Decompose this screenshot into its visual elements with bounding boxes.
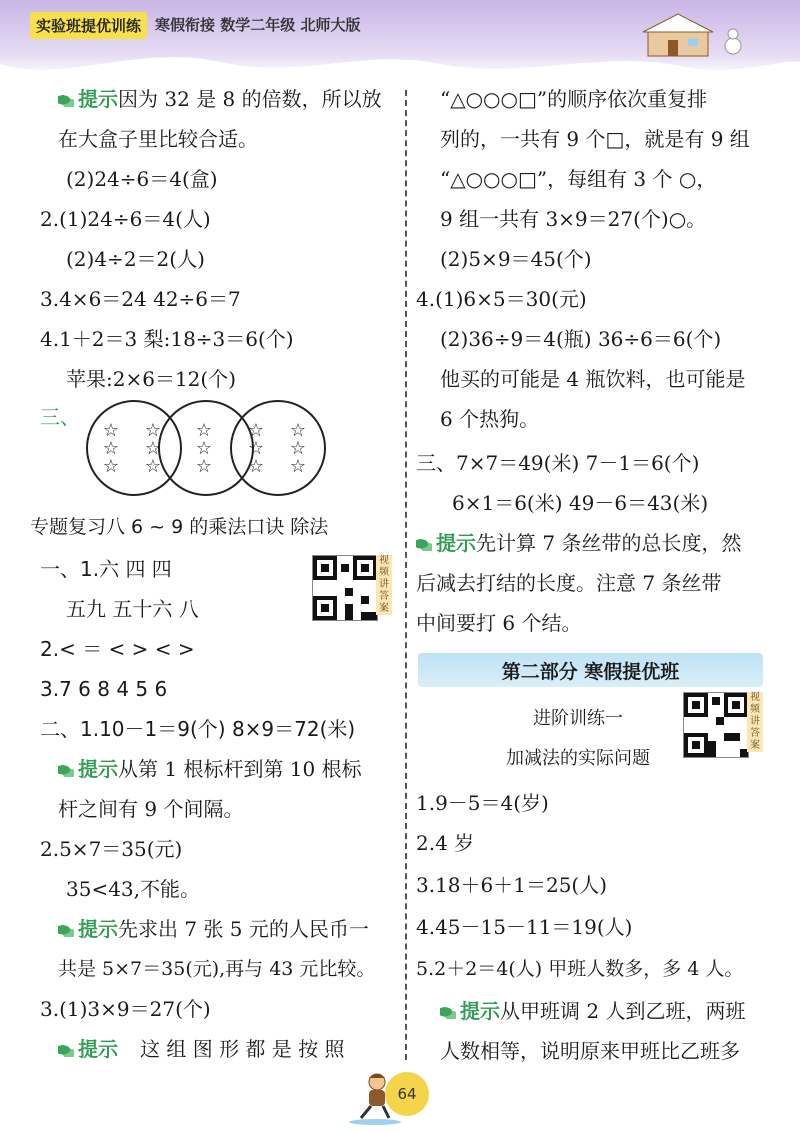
left-hint-1 [58, 86, 382, 112]
review-section-title: 专题复习八 6 ~ 9 的乘法口诀 除法 [30, 516, 329, 538]
left-line-10: 一、1.六 四 四 [40, 557, 172, 581]
right-line-6: 4.(1)6×5＝30(元) [416, 287, 587, 311]
right-line-16: 2.4 岁 [416, 831, 475, 855]
qr-pattern-icon [313, 556, 377, 620]
star-icon: ☆ [195, 420, 213, 441]
left-line-4: 2.(1)24÷6＝4(人) [40, 207, 211, 231]
star-icon: ☆ [247, 456, 265, 477]
right-line-14: 中间要打 6 个结。 [416, 611, 582, 635]
right-line-3: “△○○○□”，每组有 3 个 ○， [440, 167, 717, 191]
left-line-8: 苹果:2×6＝12(个) [66, 367, 236, 391]
right-line-5: (2)5×9＝45(个) [440, 247, 592, 271]
hint-label: 提示 [78, 917, 118, 941]
star-icon: ☆ [144, 420, 162, 441]
drill-title: 进阶训练一 [533, 708, 623, 729]
right-line-15: 1.9－5＝4(岁) [416, 791, 549, 815]
right-line-4: 9 组一共有 3×9＝27(个)○。 [440, 207, 707, 231]
right-hint-2 [440, 998, 745, 1024]
right-line-19: 5.2＋2＝4(人) 甲班人数多，多 4 人。 [416, 958, 744, 980]
left-hint-4 [58, 1036, 345, 1062]
right-line-8: 他买的可能是 4 瓶饮料，也可能是 [440, 367, 746, 391]
star-icon: ☆ [195, 456, 213, 477]
left-line-20: 共是 5×7＝35(元),再与 43 元比较。 [58, 958, 376, 980]
left-line-12: 2.< ＝ < > < > [40, 637, 195, 661]
left-section-3-label: 三、 [40, 405, 80, 429]
hint-text: 先求出 7 张 5 元的人民币一 [118, 917, 369, 941]
hint-text: 因为 32 是 8 的倍数，所以放 [118, 87, 382, 111]
left-line-11: 五九 五十六 八 [66, 597, 199, 621]
qr-pattern-icon [684, 693, 748, 757]
left-hint-3 [58, 916, 369, 942]
left-line-17: 2.5×7＝35(元) [40, 837, 183, 861]
star-icon: ☆ [144, 456, 162, 477]
right-line-7: (2)36÷9＝4(瓶) 36÷6＝6(个) [440, 327, 722, 351]
snow-house-icon [638, 10, 758, 60]
left-line-6: 3.4×6＝24 42÷6＝7 [40, 287, 241, 311]
right-line-21: 人数相等，说明原来甲班比乙班多 [440, 1039, 740, 1063]
star-icon: ☆ [247, 420, 265, 441]
venn-star-diagram [78, 400, 334, 500]
left-line-13: 3.7 6 8 4 5 6 [40, 677, 168, 701]
right-line-9: 6 个热狗。 [440, 407, 540, 431]
hint-label: 提示 [78, 757, 118, 781]
page-header [0, 0, 800, 78]
qr-label: 视频讲答案 [747, 692, 763, 752]
right-line-11: 6×1＝6(米) 49－6＝43(米) [452, 491, 709, 515]
left-line-7: 4.1＋2＝3 梨:18÷3＝6(个) [40, 327, 294, 351]
left-line-14: 二、1.10－1＝9(个) 8×9＝72(米) [40, 717, 356, 741]
qr-label: 视频讲答案 [376, 555, 392, 615]
star-icon: ☆ [102, 420, 120, 441]
hint-label: 提示 [78, 1037, 118, 1061]
leaf-icon [58, 95, 74, 107]
left-line-3: (2)24÷6＝4(盒) [66, 167, 218, 191]
star-icon: ☆ [144, 438, 162, 459]
left-hint-2 [58, 756, 362, 782]
leaf-icon [440, 1007, 456, 1019]
right-line-2: 列的，一共有 9 个□，就是有 9 组 [440, 127, 750, 151]
hint-label: 提示 [460, 999, 500, 1023]
right-hint-1 [416, 530, 741, 556]
star-icon: ☆ [102, 456, 120, 477]
right-line-17: 3.18＋6＋1＝25(人) [416, 873, 608, 897]
right-line-18: 4.45－15－11＝19(人) [416, 915, 633, 939]
star-icon: ☆ [289, 420, 307, 441]
left-line-2: 在大盒子里比较合适。 [58, 127, 258, 151]
hint-label: 提示 [78, 87, 118, 111]
column-divider [405, 90, 407, 1060]
venn-circle-1 [87, 401, 181, 495]
hint-label: 提示 [436, 531, 476, 555]
book-subtitle: 寒假衔接 数学二年级 北师大版 [155, 16, 361, 34]
left-line-18: 35<43,不能。 [66, 877, 201, 901]
left-line-5: (2)4÷2＝2(人) [66, 247, 205, 271]
leaf-icon [58, 1045, 74, 1057]
right-line-1: “△○○○□”的顺序依次重复排 [440, 87, 708, 111]
leaf-icon [58, 765, 74, 777]
venn-circle-3 [231, 401, 325, 495]
star-icon: ☆ [195, 438, 213, 459]
hint-text: 从甲班调 2 人到乙班，两班 [500, 999, 746, 1023]
leaf-icon [416, 539, 432, 551]
hint-text: 先计算 7 条丝带的总长度，然 [476, 531, 742, 555]
star-icon: ☆ [289, 456, 307, 477]
star-icon: ☆ [247, 438, 265, 459]
hint-text: 从第 1 根标杆到第 10 根标 [118, 757, 362, 781]
right-line-13: 后减去打结的长度。注意 7 条丝带 [416, 571, 722, 595]
page-number: 64 [385, 1072, 429, 1116]
drill-subtitle: 加减法的实际问题 [506, 748, 650, 769]
hint-text: 这 组 图 形 都 是 按 照 [140, 1037, 345, 1061]
right-line-10: 三、7×7＝49(米) 7－1＝6(个) [416, 451, 700, 475]
qr-code[interactable] [312, 555, 378, 621]
left-line-21: 3.(1)3×9＝27(个) [40, 997, 211, 1021]
left-line-16: 杆之间有 9 个间隔。 [58, 797, 244, 821]
star-icon: ☆ [102, 438, 120, 459]
section-bar-part-two: 第二部分 寒假提优班 [418, 653, 763, 687]
book-brand: 实验班提优训练 [30, 12, 147, 39]
star-icon: ☆ [289, 438, 307, 459]
qr-code[interactable] [683, 692, 749, 758]
leaf-icon [58, 925, 74, 937]
